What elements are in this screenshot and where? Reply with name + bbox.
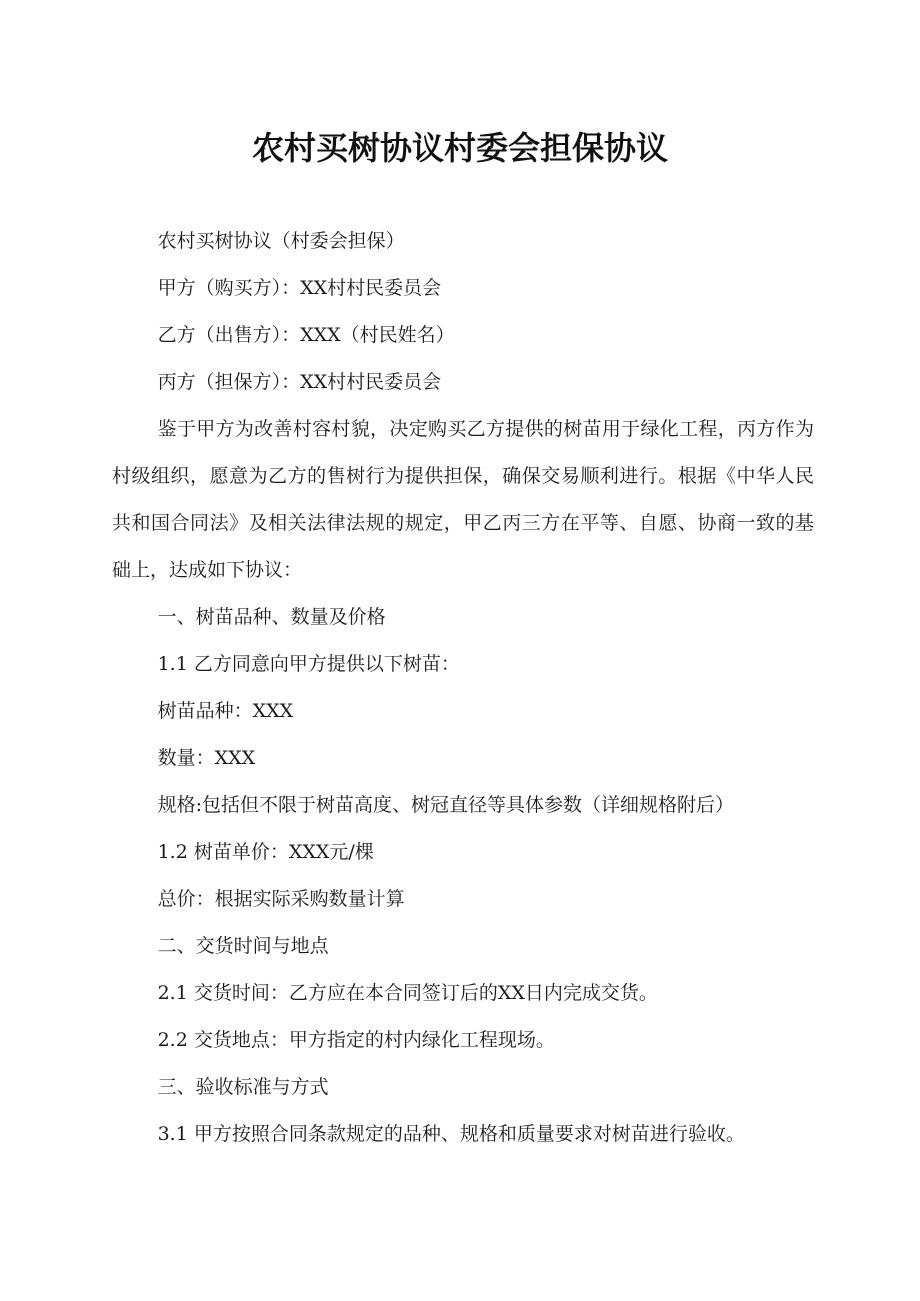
document-title: 农村买树协议村委会担保协议: [251, 129, 668, 167]
paragraph-party-b: 乙方（出售方）：XXX（村民姓名）: [157, 324, 455, 346]
item-total-price: 总价：根据实际采购数量计算: [157, 888, 405, 910]
paragraph-preamble: 鉴于甲方为改善村容村貌，决定购买乙方提供的树苗用于绿化工程，丙方作为村级组织，愿意为乙方的售树行为提供担保，确保交易顺利进行。根据《中华人民共和国合同法》及相关法律法规的规定，甲乙丙三方在平等、自愿、协商一致的基础上，达成如下协议：: [112, 418, 814, 581]
clause-2-1: 2.1 交货时间：乙方应在本合同签订后的XX日内完成交货。: [157, 982, 658, 1004]
item-tree-variety: 树苗品种：XXX: [157, 700, 294, 722]
item-specification: 规格:包括但不限于树苗高度、树冠直径等具体参数（详细规格附后）: [157, 794, 734, 816]
clause-2-2: 2.2 交货地点：甲方指定的村内绿化工程现场。: [157, 1029, 555, 1051]
clause-1-2: 1.2 树苗单价：XXX元/棵: [157, 841, 374, 863]
section-heading-1: 一、树苗品种、数量及价格: [157, 606, 386, 628]
document-body: [112, 218, 814, 1158]
paragraph-agreement-name: 农村买树协议（村委会担保）: [157, 230, 405, 252]
section-heading-2: 二、交货时间与地点: [157, 935, 329, 957]
clause-3-1: 3.1 甲方按照合同条款规定的品种、规格和质量要求对树苗进行验收。: [157, 1123, 745, 1145]
paragraph-party-a: 甲方（购买方）：XX村村民委员会: [157, 277, 442, 299]
clause-1-1: 1.1 乙方同意向甲方提供以下树苗：: [157, 653, 460, 675]
section-heading-3: 三、验收标准与方式: [157, 1076, 329, 1098]
paragraph-party-c: 丙方（担保方）：XX村村民委员会: [157, 371, 442, 393]
item-quantity: 数量：XXX: [157, 747, 256, 769]
